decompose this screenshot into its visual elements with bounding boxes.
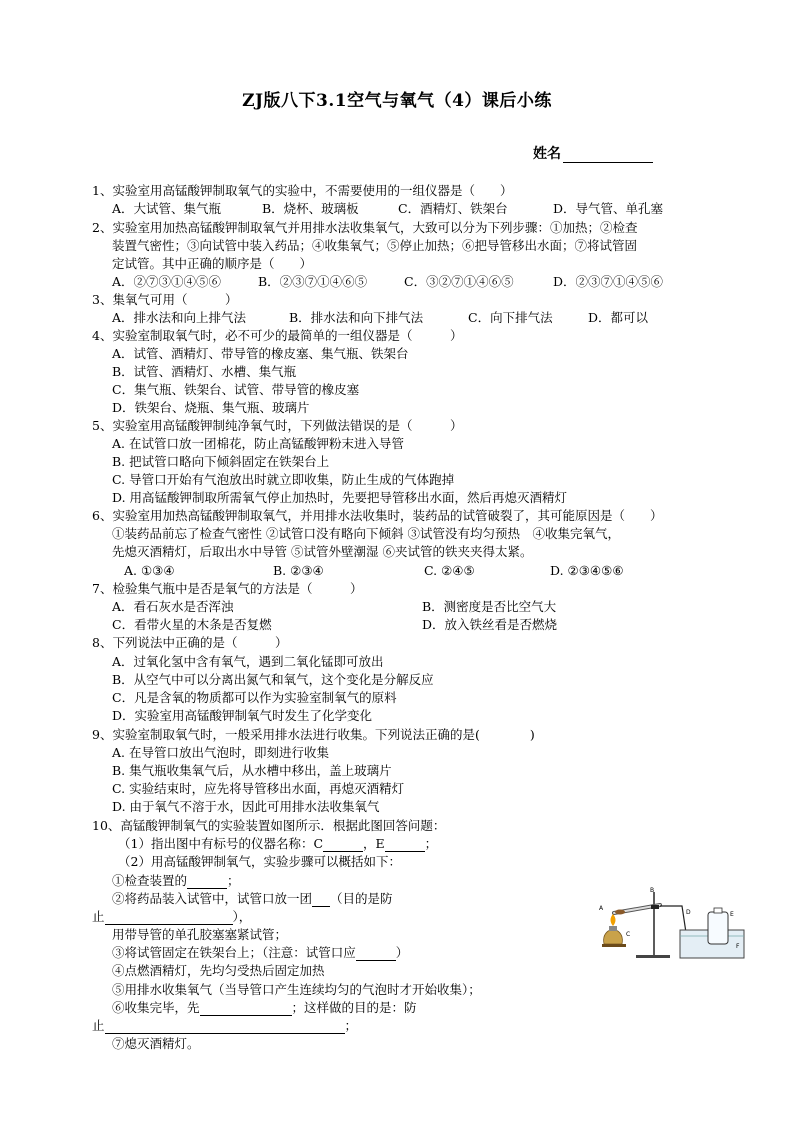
q10-part2: （2）用高锰酸钾制氧气，实验步骤可以概括如下： — [118, 854, 401, 869]
q8-stem: 8、下列说法中正确的是（ ） — [92, 635, 288, 650]
name-label: 姓名 — [533, 146, 561, 162]
q10-step7: ⑦熄灭酒精灯。 — [112, 1036, 200, 1051]
q6-option-c: C. ②④⑤ — [424, 563, 475, 578]
q10-step2-prevent: 止 — [92, 909, 105, 924]
q10-step3 — [112, 945, 408, 961]
q9-option-d: D. 由于氧气不溶于水，因此可用排水法收集氧气 — [112, 799, 380, 814]
q10-step3-end: ） — [395, 945, 409, 960]
q6-option-b: B. ②③④ — [273, 563, 324, 578]
q10-blank-step2-material[interactable] — [312, 893, 330, 907]
q8-option-a: A．过氧化氢中含有氧气，遇到二氧化锰即可放出 — [112, 654, 384, 669]
q9-option-c: C. 实验结束时，应先将导管移出水面，再熄灭酒精灯 — [112, 781, 405, 796]
name-field — [533, 143, 653, 163]
figure-label-f: F — [736, 943, 740, 950]
q7-option-c: C．看带火星的木条是否复燃 — [112, 617, 272, 632]
q10-part1 — [118, 836, 437, 852]
q10-part1-text-c: ； — [424, 836, 438, 851]
test-tube — [614, 905, 660, 915]
q10-step6-end: ； — [344, 1018, 358, 1033]
q5-option-c: C. 导管口开始有气泡放出时就立即收集，防止生成的气体跑掉 — [112, 472, 455, 487]
alcohol-lamp — [602, 914, 626, 947]
apparatus-figure — [596, 886, 746, 962]
q10-blank-step1[interactable] — [187, 875, 227, 889]
q2-stem-line2: 装置气密性；③向试管中装入药品；④收集氧气；⑤停止加热；⑥把导管移出水面；⑦将试管固 — [112, 238, 638, 253]
q10-step1-text: ①检查装置的 — [112, 873, 188, 888]
figure-label-a: A — [599, 905, 604, 912]
q6-stem: 6、实验室用加热高锰酸钾制取氧气，并用排水法收集时，装药品的试管破裂了，其可能原因是（ ） — [92, 508, 663, 523]
q10-step2-close: ）， — [232, 909, 252, 924]
q10-step1 — [112, 873, 240, 889]
q1-option-b: B．烧杯、玻璃板 — [262, 201, 359, 216]
q10-blank-step6-action[interactable] — [200, 1002, 292, 1016]
q2-option-a: A．②⑦③①④⑤⑥ — [112, 274, 222, 289]
q10-blank-e[interactable] — [385, 838, 425, 852]
q1-stem: 1、实验室用高锰酸钾制取氧气的实验中，不需要使用的一组仪器是（ ） — [92, 183, 513, 198]
q3-stem: 3、集氧气可用（ ） — [92, 292, 238, 307]
figure-label-d: D — [686, 909, 691, 916]
q10-step6 — [112, 1000, 417, 1016]
q3-option-a: A．排水法和向上排气法 — [112, 310, 247, 325]
q7-option-d: D．放入铁丝看是否燃烧 — [422, 617, 558, 632]
q4-option-d: D．铁架台、烧瓶、集气瓶、玻璃片 — [112, 400, 310, 415]
figure-label-b: B — [650, 887, 655, 894]
q2-option-d: D．②③⑦①④⑤⑥ — [553, 274, 664, 289]
gas-collection-bottle — [708, 908, 728, 944]
q7-option-a: A．看石灰水是否浑浊 — [112, 599, 234, 614]
q10-blank-step2-purpose[interactable] — [105, 911, 233, 925]
q2-stem-line1: 2、实验室用加热高锰酸钾制取氧气并用排水法收集氧气，大致可以分为下列步骤：①加热；②检查 — [92, 220, 638, 235]
page-title: ZJ版八下3.1空气与氧气（4）课后小练 — [242, 91, 552, 111]
q10-step2-stopper: 用带导管的单孔胶塞塞紧试管； — [112, 927, 288, 942]
q4-stem: 4、实验室制取氧气时，必不可少的最简单的一组仪器是（ ） — [92, 328, 463, 343]
q10-step1-end: ； — [227, 873, 240, 888]
q2-stem-line3: 定试管。其中正确的顺序是（ ） — [112, 256, 313, 271]
q10-step3-text: ③将试管固定在铁架台上；（注意：试管口应 — [112, 945, 356, 960]
q4-option-b: B．试管、酒精灯、水槽、集气瓶 — [112, 364, 297, 379]
q10-stem: 10、高锰酸钾制氧气的实验装置如图所示．根据此图回答问题： — [92, 818, 446, 833]
q10-step6-prevent: 止 — [92, 1018, 105, 1033]
q5-stem: 5、实验室用高锰酸钾制纯净氧气时，下列做法错误的是（ ） — [92, 418, 463, 433]
q10-step4: ④点燃酒精灯，先均匀受热后固定加热 — [112, 963, 325, 978]
q10-step2 — [112, 891, 393, 907]
q2-option-c: C．③②⑦①④⑥⑤ — [404, 274, 514, 289]
q4-option-c: C．集气瓶、铁架台、试管、带导管的橡皮塞 — [112, 382, 360, 397]
q10-blank-c[interactable] — [323, 838, 363, 852]
q3-option-c: C．向下排气法 — [468, 310, 553, 325]
q3-option-b: B．排水法和向下排气法 — [289, 310, 424, 325]
q10-step6-text: ⑥收集完毕，先 — [112, 1000, 200, 1015]
q9-option-b: B. 集气瓶收集氧气后，从水槽中移出，盖上玻璃片 — [112, 763, 392, 778]
q10-step2-purpose: （目的是防 — [330, 891, 393, 906]
q9-option-a: A. 在导管口放出气泡时，即刻进行收集 — [112, 745, 329, 760]
q3-option-d: D．都可以 — [588, 310, 649, 325]
q10-blank-step3[interactable] — [356, 947, 396, 961]
q1-option-c: C．酒精灯、铁架台 — [398, 201, 508, 216]
name-blank[interactable] — [563, 148, 653, 163]
q6-reasons-line2: 先熄灭酒精灯，后取出水中导管 ⑤试管外壁潮湿 ⑥夹试管的铁夹夹得太紧。 — [112, 544, 533, 559]
q5-option-d: D. 用高锰酸钾制取所需氧气停止加热时，先要把导管移出水面，然后再熄灭酒精灯 — [112, 490, 568, 505]
q5-option-b: B. 把试管口略向下倾斜固定在铁架台上 — [112, 454, 330, 469]
q1-option-d: D．导气管、单孔塞 — [553, 201, 664, 216]
q8-option-b: B．从空气中可以分离出氮气和氧气，这个变化是分解反应 — [112, 672, 434, 687]
q6-reasons-line1: ①装药品前忘了检查气密性 ②试管口没有略向下倾斜 ③试管没有均匀预热 ④收集完氧气， — [112, 526, 620, 541]
figure-label-c: C — [626, 931, 631, 938]
q6-option-d: D. ②③④⑤⑥ — [550, 563, 624, 578]
figure-label-e: E — [730, 911, 734, 918]
q7-option-b: B．测密度是否比空气大 — [422, 599, 557, 614]
q10-part1-text-a: （1）指出图中有标号的仪器名称：C — [118, 836, 324, 851]
iron-stand — [636, 892, 670, 958]
q10-blank-step6-purpose[interactable] — [105, 1020, 345, 1034]
q9-stem: 9、实验室制取氧气时，一般采用排水法进行收集。下列说法正确的是( ) — [92, 727, 535, 742]
q10-step2-cont — [92, 909, 251, 925]
q10-step5: ⑤用排水收集氧气（当导管口产生连续均匀的气泡时才开始收集）； — [112, 982, 481, 997]
q7-stem: 7、检验集气瓶中是否是氧气的方法是（ ） — [92, 581, 363, 596]
q10-step6-cont — [92, 1018, 357, 1034]
q8-option-c: C．凡是含氧的物质都可以作为实验室制氧气的原料 — [112, 690, 397, 705]
q10-step6-purpose: ；这样做的目的是：防 — [291, 1000, 417, 1015]
q8-option-d: D．实验室用高锰酸钾制氧气时发生了化学变化 — [112, 708, 373, 723]
q5-option-a: A. 在试管口放一团棉花，防止高锰酸钾粉末进入导管 — [112, 436, 404, 451]
q4-option-a: A．试管、酒精灯、带导管的橡皮塞、集气瓶、铁架台 — [112, 346, 409, 361]
q6-option-a: A. ①③④ — [124, 563, 175, 578]
q10-step2-text: ②将药品装入试管中，试管口放一团 — [112, 891, 313, 906]
q1-option-a: A．大试管、集气瓶 — [112, 201, 222, 216]
q2-option-b: B．②③⑦①④⑥⑤ — [258, 274, 368, 289]
q10-part1-text-b: ，E — [363, 836, 385, 851]
